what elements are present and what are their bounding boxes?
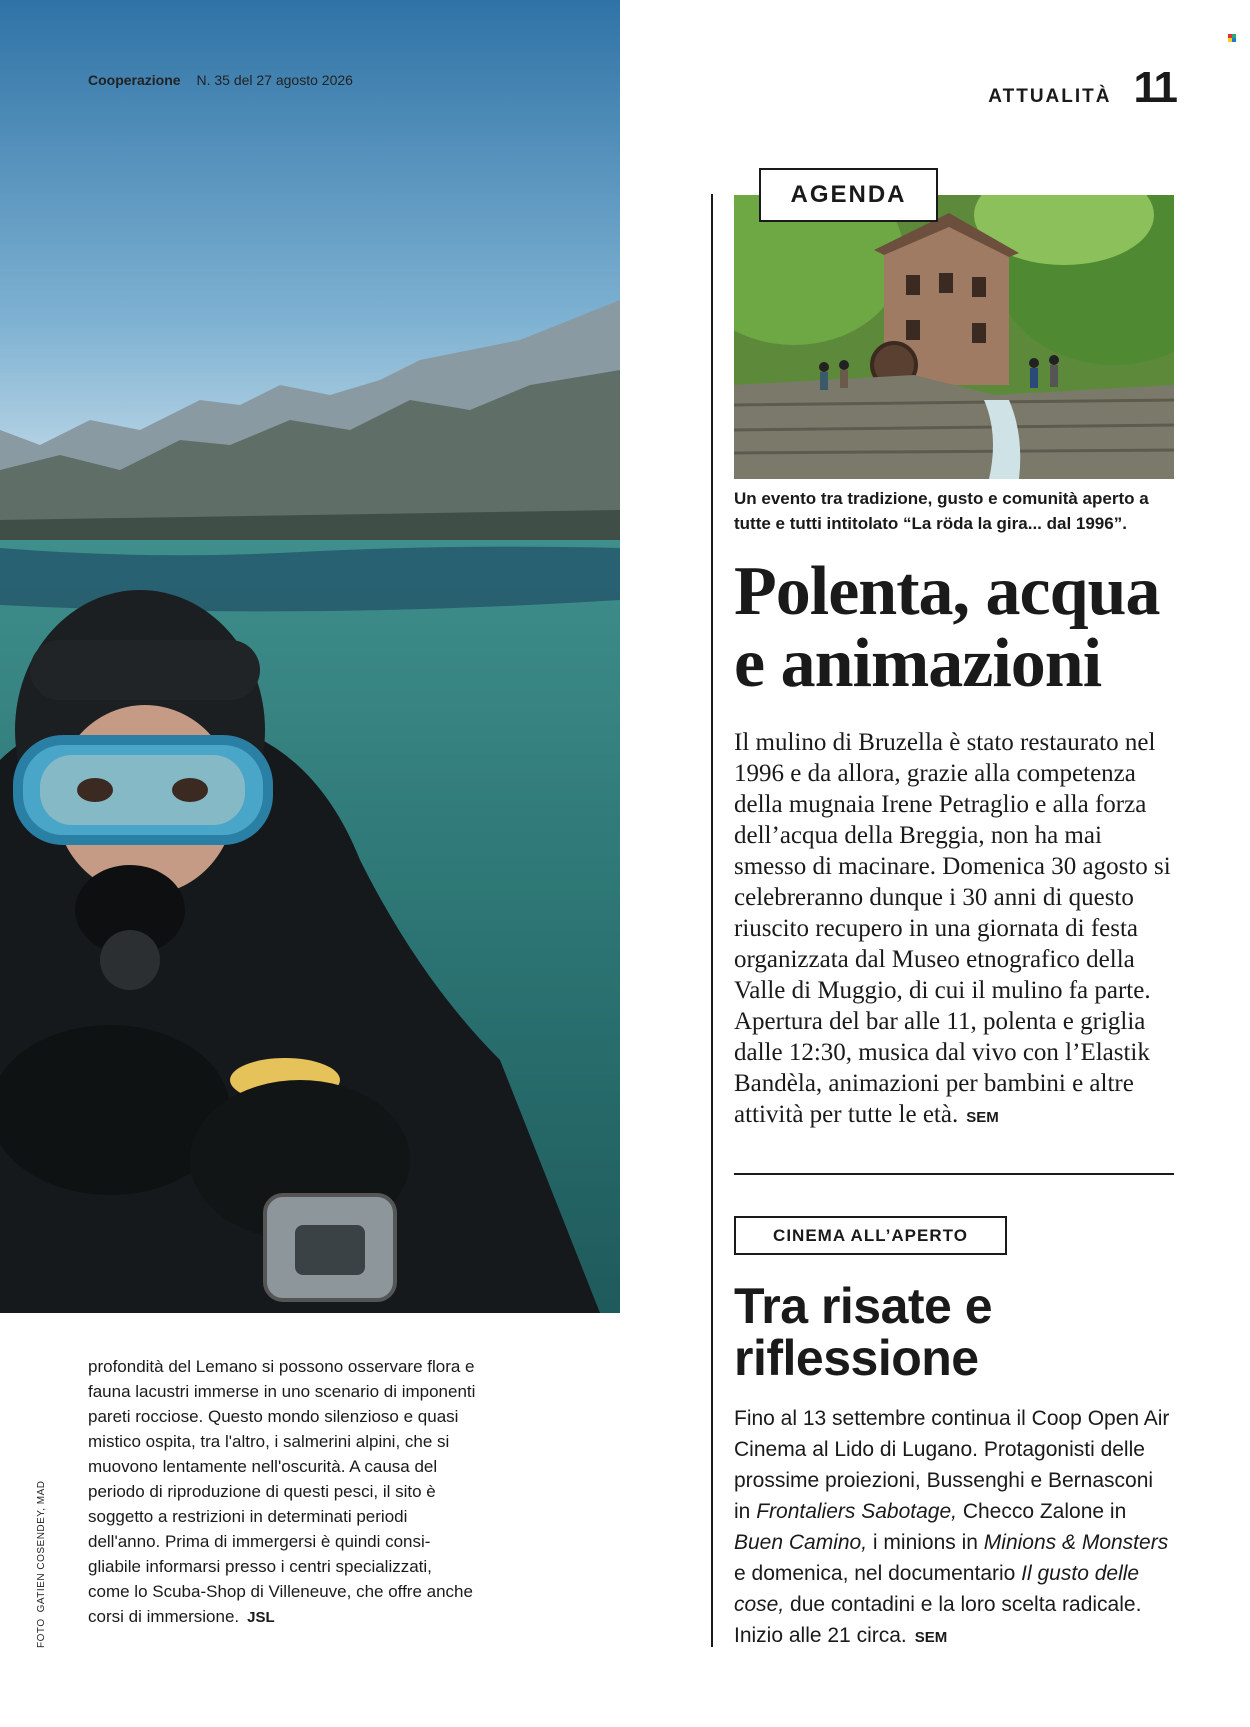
cinema-body-part-3: i minions in — [867, 1531, 984, 1554]
diver-article-signature: JSL — [247, 1609, 275, 1626]
section-name: ATTUALITÀ — [988, 86, 1112, 107]
cinema-signature: SEM — [914, 1629, 948, 1646]
cinema-body-part-5: due contadini e la loro scelta radicale. Inizio alle 21 circa. — [734, 1593, 1142, 1647]
photo-credit — [36, 1481, 47, 1648]
film-title-2: Buen Camino, — [734, 1531, 868, 1554]
film-title-3: Minions & Monsters — [983, 1531, 1169, 1554]
diver-photo — [0, 0, 620, 1313]
photo-caption: Un evento tra tradizione, gusto e comunità aperto a tutte e tutti intitolato “La röda la gira... dal 1996”. — [734, 489, 1149, 533]
publication-name: Cooperazione — [88, 72, 181, 88]
section-divider — [734, 1173, 1174, 1175]
photo-credit-prefix: FOTO — [36, 1618, 47, 1648]
agenda-tag: AGENDA — [759, 168, 938, 222]
color-registration-mark — [1228, 34, 1236, 42]
diver-article-body — [88, 1354, 478, 1630]
masthead-left — [88, 72, 353, 88]
agenda-body — [734, 727, 1174, 1133]
cinema-tag: CINEMA ALL’APERTO — [734, 1216, 1007, 1255]
issue-info: N. 35 del 27 agosto 2026 — [196, 72, 353, 88]
cinema-body-part-1: Fino al 13 settembre continua il Coop Open Air Cinema al Lido di Lugano. Protagonisti delle prossime proiezioni, Bussenghi e Bernasconi in — [734, 1407, 1170, 1523]
cinema-body — [734, 1403, 1174, 1653]
photo-credit-name: GATIEN COSENDEY, MAD — [36, 1480, 47, 1613]
agenda-title: Polenta, acqua e animazioni — [734, 553, 1160, 702]
cinema-body-part-2: Checco Zalone in — [956, 1500, 1127, 1523]
film-title-1: Frontaliers Sabotage, — [756, 1500, 957, 1523]
agenda-body-text: Il mulino di Bruzella è stato restaurato nel 1996 e da allora, grazie alla competenza della mugnaia Irene Petraglio e alla forza dell’acqua della Breggia, non ha mai smesso di macinare. Domenica 30 agosto si celebreranno dunque i 30 anni di questo riuscito recupero in una giornata di festa organizzata dal Museo etnografico della Valle di Muggio, di cui il mulino fa parte. Apertura del bar alle 11, polenta e griglia dalle 12:30, musica dal vivo con l’Elastik Bandèla, animazioni per bambini e altre attività per tutte le età. — [734, 729, 1171, 1128]
film-title-4: Il gusto delle cose, — [734, 1562, 1140, 1616]
cinema-title: Tra risate e riflessione — [734, 1278, 993, 1386]
masthead-right — [988, 63, 1176, 112]
agenda-signature: SEM — [966, 1109, 999, 1126]
cinema-body-part-4: e domenica, nel documentario — [734, 1562, 1022, 1585]
page-number: 11 — [1133, 63, 1176, 112]
mill-photo — [734, 195, 1174, 479]
column-divider — [711, 194, 713, 1647]
diver-article-text: profondità del Lemano si possono osservare flora e fauna lacustri immerse in uno scenario di imponenti pareti rocciose. Questo mondo silenzioso e quasi mistico ospita, tra l'altro, i salmerini alpini, che si muovono lentamente nell'oscurità. A causa del periodo di riproduzione di questi pesci, il sito è soggetto a restrizioni in determinati periodi dell'anno. Prima di immergersi è quindi consi-gliabile informarsi presso i centri specializzati, come lo Scuba-Shop di Villeneuve, che offre anche corsi di immersione. — [88, 1357, 476, 1626]
